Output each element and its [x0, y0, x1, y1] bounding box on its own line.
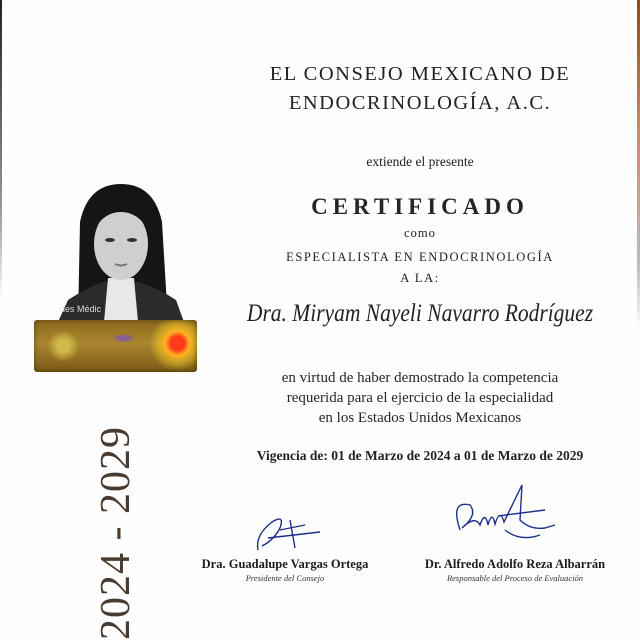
statement-line-3: en los Estados Unidos Mexicanos [318, 410, 522, 426]
organization-name [200, 60, 640, 118]
recipient-name: Dra. Miryam Nayeli Navarro Rodríguez [246, 300, 594, 327]
signatory-1-name: Dra. Guadalupe Vargas Ortega [201, 557, 369, 571]
statement-line-2: requerida para el ejercicio de la especialidad [286, 390, 554, 406]
extends-text: extiende el presente [366, 154, 474, 169]
signature-president [250, 510, 330, 555]
scan-edge-left [0, 0, 2, 300]
statement [200, 368, 640, 428]
recipient-photo [58, 182, 184, 322]
organization-line-2: ENDOCRINOLOGÍA, A.C. [288, 92, 552, 114]
side-validity-years: 2024 - 2029 [93, 426, 139, 640]
como-text: como [404, 226, 436, 240]
hologram-overlay-text: des Médic [60, 304, 102, 314]
statement-line-1: en virtud de haber demostrado la competencia [281, 370, 559, 386]
signatory-1-role: Presidente del Consejo [245, 573, 325, 583]
signatory-2-role: Responsable del Proceso de Evaluación [446, 573, 584, 583]
signature-evaluation-head [450, 480, 560, 550]
validity-period: Vigencia de: 01 de Marzo de 2024 a 01 de Marzo de 2029 [256, 448, 584, 463]
document-title: CERTIFICADO [311, 194, 529, 219]
signatory-2-name: Dr. Alfredo Adolfo Reza Albarrán [424, 557, 606, 571]
specialty: ESPECIALISTA EN ENDOCRINOLOGÍA [286, 250, 554, 264]
organization-line-1: EL CONSEJO MEXICANO DE [269, 63, 571, 85]
to-label: A LA: [400, 271, 440, 285]
hologram-seal [34, 320, 197, 372]
